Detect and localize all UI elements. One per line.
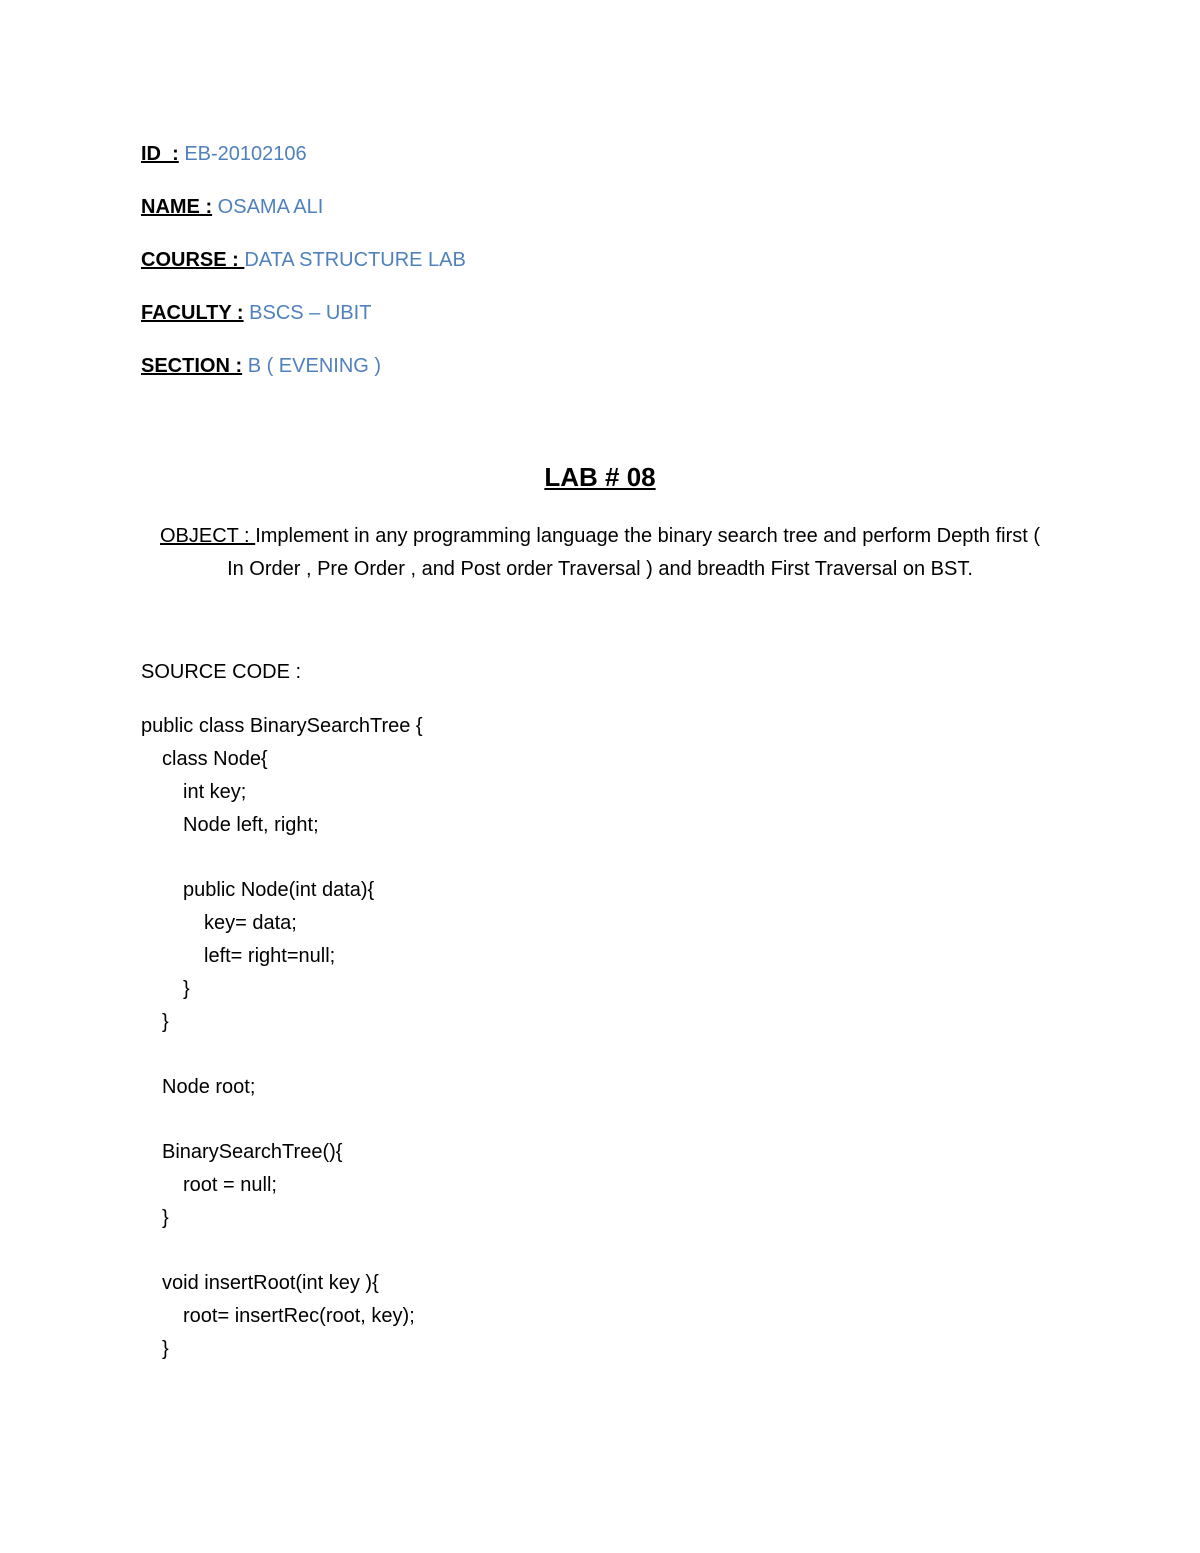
course-row <box>141 246 466 274</box>
id-value: EB-20102106 <box>184 143 307 165</box>
code-blank-line <box>141 1039 423 1071</box>
code-line: class Node{ <box>162 748 268 770</box>
objective-label: OBJECT : <box>159 525 256 547</box>
objective-paragraph <box>150 520 1050 586</box>
id-row <box>141 140 466 168</box>
course-label: COURSE : <box>141 249 245 271</box>
code-line: } <box>183 978 190 1000</box>
faculty-label: FACULTY : <box>141 302 244 324</box>
section-row <box>141 352 466 380</box>
code-line: void insertRoot(int key ){ <box>162 1272 379 1294</box>
faculty-value: BSCS – UBIT <box>249 302 372 324</box>
code-line: key= data; <box>204 912 297 934</box>
name-value: OSAMA ALI <box>217 196 324 218</box>
code-line: public Node(int data){ <box>183 879 375 901</box>
code-line: left= right=null; <box>204 945 336 967</box>
lab-title: LAB # 08 <box>544 462 656 492</box>
student-info <box>141 140 466 405</box>
faculty-row <box>141 299 466 327</box>
section-value: B ( EVENING ) <box>247 355 382 377</box>
code-line: Node root; <box>162 1076 256 1098</box>
name-label: NAME : <box>141 196 213 218</box>
code-blank-line <box>141 1235 423 1267</box>
code-line: BinarySearchTree(){ <box>162 1141 343 1163</box>
code-line: Node left, right; <box>183 814 319 836</box>
code-blank-line <box>141 1104 423 1136</box>
code-block <box>141 710 423 1366</box>
code-line: } <box>162 1011 169 1033</box>
id-label: ID : <box>141 143 179 165</box>
source-code-heading: SOURCE CODE : <box>141 661 302 683</box>
code-line: } <box>162 1207 169 1229</box>
code-line: root = null; <box>183 1174 277 1196</box>
section-label: SECTION : <box>141 355 243 377</box>
name-row <box>141 193 466 221</box>
code-blank-line <box>141 842 423 874</box>
code-line: root= insertRec(root, key); <box>183 1305 415 1327</box>
course-value: DATA STRUCTURE LAB <box>244 249 466 271</box>
code-line: } <box>162 1338 169 1360</box>
objective-text: Implement in any programming language the binary search tree and perform Depth first ( In Order , Pre Order , and Post order Traversal ) and breadth First Traversal on BST. <box>227 525 1041 580</box>
code-line: int key; <box>183 781 247 803</box>
code-line: public class BinarySearchTree { <box>141 715 423 737</box>
